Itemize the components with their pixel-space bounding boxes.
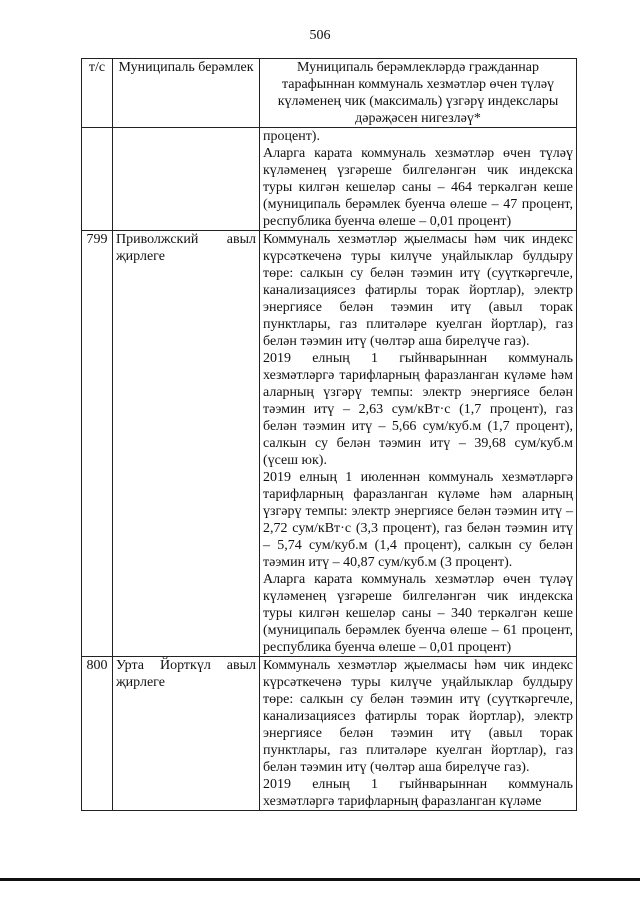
- page-number: 506: [309, 28, 331, 43]
- row-municipality: [113, 128, 260, 231]
- header-description: Муниципаль берәмлекләрдә гражданнар тарафыннан коммуналь хезмәтләр өчен түләү күләменең чик (максималь) үзгәрү индекслары дәрәҗәсен нигезләү*: [260, 59, 577, 128]
- description-paragraph: 2019 елның 1 гыйнварыннан коммуналь хезмәтләргә тарифларның фаразланган күләме һәм аларның үзгәрү темпы: электр энергиясе белән тәэмин итү – 2,63 сум/кВт·с (1,7 процент), газ белән тәэмин итү – 5,66 сум/куб.м (1,7 процент), салкын су белән тәэмин итү – 39,68 сум/куб.м (үсеш юк).: [263, 351, 573, 468]
- description-paragraph: 2019 елның 1 июленнән коммуналь хезмәтләргә тарифларның фаразланган күләме һәм аларның үзгәрү темпы: электр энергиясе белән тәэмин итү – 2,72 сум/кВт·с (3,3 процент), газ белән тәэмин итү – 5,74 сум/куб.м (1,4 процент), салкын су белән тәэмин итү – 40,87 сум/куб.м (3 процент).: [263, 470, 573, 570]
- description-paragraph: Аларга карата коммуналь хезмәтләр өчен түләү күләменең үзгәреше билгеләнгән чик индекска туры килгән кешеләр саны – 464 теркәлгән кеше (муниципаль берәмлек буенча өлеше – 47 процент, республика буенча өлеше – 0,01 процент): [263, 146, 573, 229]
- table-row: [82, 231, 577, 657]
- table-header-row: [82, 59, 577, 128]
- description-paragraph: Коммуналь хезмәтләр җыелмасы һәм чик индекс күрсәткеченә туры килүче уңайлыклар булдыру төре: салкын су белән тәэмин итү (суүткәргечле, канализациясез фатирлы торак йортлар), электр энергиясе белән тәэмин итү (авыл торак пунктлары, газ плитәләре куелган йортлар), газ белән тәэмин итү (чөлтәр аша бирелүче газ).: [263, 232, 573, 349]
- table-row: [82, 657, 577, 811]
- table-row: [82, 128, 577, 231]
- row-municipality: Урта Йорткүл авыл җирлеге: [113, 657, 260, 811]
- description-paragraph: 2019 елның 1 гыйнварыннан коммуналь хезмәтләргә тарифларның фаразланган күләме: [263, 777, 573, 809]
- description-paragraph: Коммуналь хезмәтләр җыелмасы һәм чик индекс күрсәткеченә туры килүче уңайлыклар булдыру төре: салкын су белән тәэмин итү (суүткәргечле, канализациясез фатирлы торак йортлар), электр энергиясе белән тәэмин итү (авыл торак пунктлары, газ плитәләре куелган йортлар), газ белән тәэмин итү (чөлтәр аша бирелүче газ).: [263, 658, 573, 775]
- description-paragraph: Аларга карата коммуналь хезмәтләр өчен түләү күләменең үзгәреше билгеләнгән чик индекска туры килгән кешеләр саны – 340 теркәлгән кеше (муниципаль берәмлек буенча өлеше – 61 процент, республика буенча өлеше – 0,01 процент): [263, 572, 573, 655]
- row-num: 800: [82, 657, 113, 811]
- row-num: [82, 128, 113, 231]
- row-municipality: Приволжский авыл җирлеге: [113, 231, 260, 657]
- row-description: [260, 231, 577, 657]
- header-municipality: Муниципаль берәмлек: [113, 59, 260, 128]
- description-paragraph: процент).: [263, 129, 320, 144]
- row-description: [260, 657, 577, 811]
- header-num: т/с: [82, 59, 113, 128]
- bottom-rule: [0, 878, 640, 881]
- row-num: 799: [82, 231, 113, 657]
- tariff-table: [81, 58, 577, 811]
- row-description: [260, 128, 577, 231]
